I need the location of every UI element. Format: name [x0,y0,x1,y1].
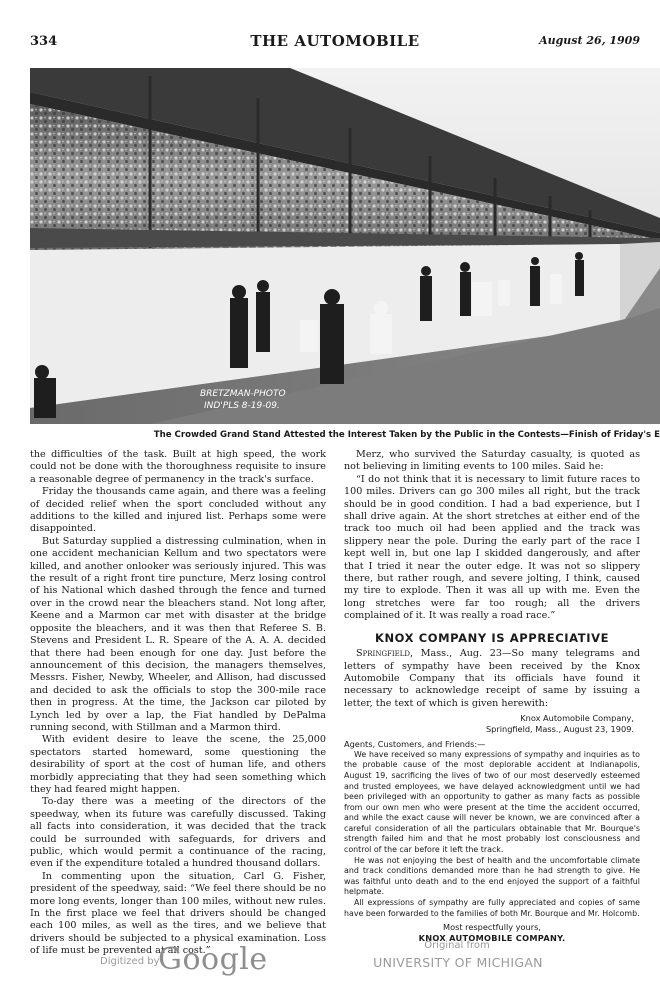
left-paragraph: Friday the thousands came again, and there was a feeling of decided relief when the sport concluded without any additions to the killed and injured list. Perhaps some were disappointed. [30,486,326,535]
grandstand-photo [30,68,660,424]
scan-footer [0,938,660,978]
left-column [30,449,326,958]
letter-paragraph: We have received so many expressions of sympathy and inquiries as to the probable cause of the most deplorable accident at Indianapolis, August 19, sacrificing the lives of two of our most deservedly esteemed and trusted employees, we have delayed acknowledgment until we had been privileged with an opportunity to gather as many facts as possible from our own men who were present at the time the accident occurred, and while the exact cause will never be known, we are convinced after a careful consideration of all the particulars obtainable that Mr. Bourque's strength failed him and that he most probably lost consciousness and control of the car before it left the track. [344,749,640,855]
letter-signature: KNOX AUTOMOBILE COMPANY. [418,933,566,944]
letter-paragraph: All expressions of sympathy are fully appreciated and copies of same have been forwarded to the families of both Mr. Bourque and Mr. Holcomb. [344,898,640,918]
letter-closing: Most respectfully yours, [443,922,541,933]
letter-heading-company: Knox Automobile Company, [520,713,634,724]
letter-heading [344,713,634,735]
photo-credit-line2: IND'PLS 8-19-09. [204,401,280,411]
grandstand-photo-illustration [30,68,660,424]
original-from-label: Original from [424,940,490,951]
publication-title: THE AUTOMOBILE [250,32,420,50]
google-logo: Google [158,942,268,977]
letter-salutation: Agents, Customers, and Friends:— [344,739,486,750]
issue-date: August 26, 1909 [539,34,640,47]
page-number: 334 [30,34,58,49]
right-paragraph: Merz, who survived the Saturday casualty, is quoted as not believing in limiting events to 100 miles. Said he: [344,449,640,473]
left-paragraph: But Saturday supplied a distressing culmination, when in one accident mechanician Kellum and two spectators were killed, and another onlooker was seriously injured. This was the result of a right front tire puncture, Merz losing control of his National which dashed through the fence and turned over in the crowd near the bleachers stand. Not long after, Keene and a Marmon car met with disaster at the bridge opposite the bleachers, and it was then that Referee S. B. Stevens and President L. R. Speare of the A. A. A. decided that there had been enough for one day. Just before the announcement of this decision, the managers themselves, Messrs. Fisher, Newby, Wheeler, and Allison, had discussed and decided to ask the officials to stop the 300-mile race then in progress. At the time, the Jackson car piloted by Lynch led by over a lap, the Fiat handled by DePalma running second, with Stillman and a Marmon third. [30,535,326,733]
left-paragraph: To-day there was a meeting of the directors of the speedway, when its future was carefully discussed. Taking all facts into consideration, it was decided that the track could be surrounded with safeguards, for drivers and public, which would permit a continuance of the racing, even if the expenditure totaled a hundred thousand dollars. [30,796,326,870]
knox-intro [344,648,640,710]
knox-letter [344,739,640,919]
page-header [30,32,640,52]
photo-credit-line1: BRETZMAN-PHOTO [200,389,286,399]
letter-paragraph: He was not enjoying the best of health and the uncomfortable climate and track conditions demanded more than he had strength to give. He was faithful unto death and to the end enjoyed the support of a faithful helpmate. [344,855,640,897]
knox-dateline: Springfield [356,648,411,660]
right-column [344,449,640,944]
left-paragraph: the difficulties of the task. Built at high speed, the work could not be done with the thoroughness requisite to insure a reasonable degree of permanency in the track's surface. [30,449,326,485]
knox-intro-text: , Mass., Aug. 23—So many telegrams and letters of sympathy have been received by the Knox Automobile Company that its officials have found it necessary to acknowledge receipt of same by issuing a letter, the text of which is given herewith: [344,648,640,709]
knox-headline: KNOX COMPANY IS APPRECIATIVE [374,630,610,645]
digitized-by-label: Digitized by [100,956,160,967]
letter-heading-date: Springfield, Mass., August 23, 1909. [485,724,634,735]
left-paragraph: With evident desire to leave the scene, the 25,000 spectators started homeward, some questioning the desirability of sport at the cost of human life, and others morbidly appreciating that they had seen something which they had feared might happen. [30,734,326,795]
photo-caption: The Crowded Grand Stand Attested the Interest Taken by the Public in the Contests—Finish of Friday's E [153,430,660,440]
merz-quote: “I do not think that it is necessary to limit future races to 100 miles. Drivers can go 300 miles all right, but the track should be in good condition. I had a bad experience, but I shall drive again. At the short stretches at either end of the track too much oil had been applied and the track was slippery near the pole. During the early part of the race I kept well in, but one lap I skidded dangerously, and after that I tried it near the outer edge. It was not so slippery there, but rather rough, and severe jolting, I think, caused my tire to explode. Then it was all up with me. Even the long stretches were far too rough; all the drivers complained of it. It was really a road race.” [344,473,640,622]
left-paragraph: In commenting upon the situation, Carl G. Fisher, president of the speedway, said: “We feel there should be no more long events, longer than 100 miles, without new rules. In the first place we feel that drivers should be changed each 100 miles, as well as the tires, and we believe that drivers should be subjected to a physical examination. Loss of life must be prevented at all cost.” [30,870,326,957]
university-label: UNIVERSITY OF MICHIGAN [373,955,543,970]
